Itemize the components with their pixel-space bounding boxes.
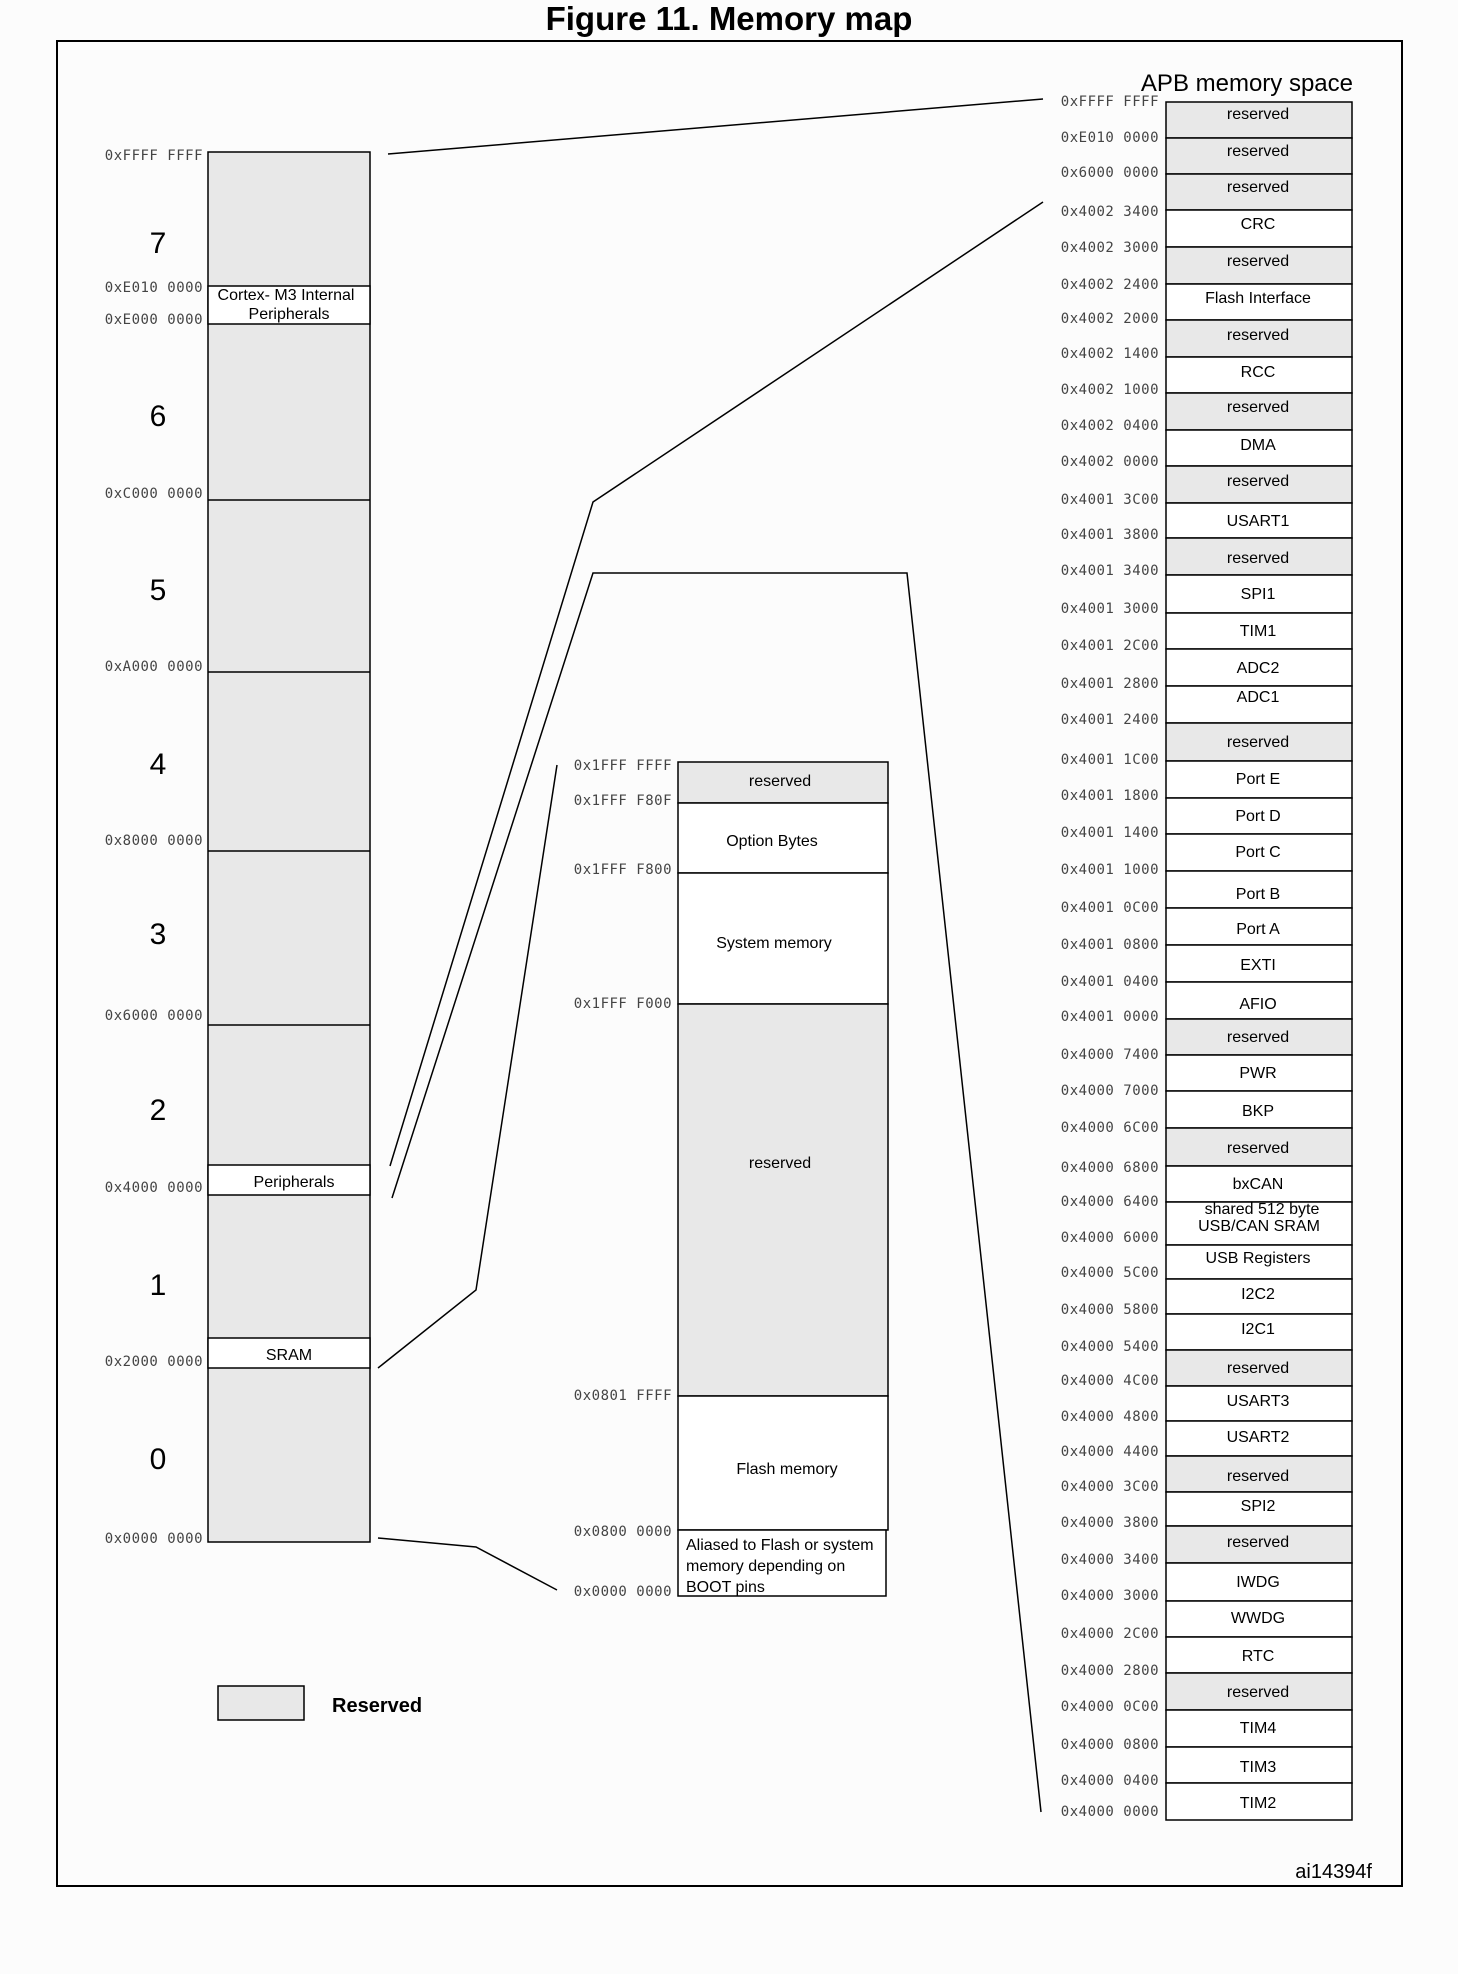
apb-block-label: PWR [1239,1065,1277,1082]
alias-line-3: BOOT pins [686,1579,765,1596]
code-block [678,1004,888,1396]
apb-block-label: USB/CAN SRAM [1198,1218,1320,1235]
legend-swatch [218,1686,304,1720]
code-address-label: 0x1FFF F80F [573,793,672,809]
apb-address-label: 0x4001 0400 [1060,974,1159,990]
apb-address-label: 0x4001 2C00 [1060,638,1159,654]
region-number: 1 [149,1269,167,1302]
apb-address-label: 0xFFFF FFFF [1060,94,1159,110]
code-address-label: 0x0000 0000 [573,1584,672,1600]
apb-address-label: 0x4001 1400 [1060,825,1159,841]
apb-title: APB memory space [1140,70,1353,97]
apb-block-label: USART1 [1226,513,1290,530]
region-numbers [150,227,167,1476]
apb-address-label: 0x4001 0800 [1060,937,1159,953]
apb-address-label: 0x4000 0400 [1060,1773,1159,1789]
apb-block-label: reserved [1226,1468,1290,1485]
apb-address-label: 0x4000 5C00 [1060,1265,1159,1281]
apb-block-label: USART2 [1226,1429,1290,1446]
main-address-label: 0x0000 0000 [104,1531,203,1547]
apb-block-label: reserved [1226,734,1290,751]
code-block-label: reserved [748,1155,812,1172]
apb-block-label: CRC [1240,216,1276,233]
figure-title: Figure 11. Memory map [545,0,913,37]
region-number: 4 [149,748,167,781]
apb-block-label: TIM2 [1239,1795,1277,1812]
code-block-label: System memory [716,935,832,952]
legend [218,1686,422,1720]
apb-block-label: TIM3 [1239,1759,1277,1776]
main-address-label: 0x6000 0000 [104,1008,203,1024]
code-blocks [678,762,888,1530]
apb-address-label: 0x4001 3400 [1060,563,1159,579]
apb-block-label: WWDG [1230,1610,1286,1627]
code-block-label: reserved [748,773,812,790]
apb-block-label: I2C2 [1241,1286,1275,1303]
apb-block-label: shared 512 byte [1204,1201,1320,1218]
apb-block-label: Port B [1235,886,1281,903]
apb-address-label: 0x4000 4C00 [1060,1373,1159,1389]
apb-address-label: 0x4002 2000 [1060,311,1159,327]
apb-address-label: 0x4001 2800 [1060,676,1159,692]
apb-block-label: reserved [1226,473,1290,490]
apb-address-label: 0x4000 7000 [1060,1083,1159,1099]
apb-address-label: 0x4000 7400 [1060,1047,1159,1063]
apb-block-label: EXTI [1240,957,1276,974]
sram-label: SRAM [265,1347,313,1364]
apb-address-label: 0x4000 2800 [1060,1663,1159,1679]
apb-block-label: reserved [1226,106,1290,123]
apb-address-label: 0x4002 3400 [1060,204,1159,220]
main-address-label: 0x4000 0000 [104,1180,203,1196]
legend-label: Reserved [332,1695,423,1717]
apb-addresses [1061,94,1159,1820]
apb-address-label: 0x4002 0400 [1060,418,1159,434]
region-number: 6 [149,400,167,433]
apb-address-label: 0x4002 2400 [1060,277,1159,293]
main-map-background [208,152,370,1542]
apb-map [1061,70,1353,1820]
apb-address-label: 0x4001 0C00 [1060,900,1159,916]
apb-address-label: 0x4001 0000 [1060,1009,1159,1025]
main-address-label: 0x8000 0000 [104,833,203,849]
apb-address-label: 0x4001 1C00 [1060,752,1159,768]
apb-address-label: 0x4000 6000 [1060,1230,1159,1246]
code-address-label: 0x0801 FFFF [573,1388,672,1404]
apb-address-label: 0x6000 0000 [1060,165,1159,181]
apb-block-label: Port D [1235,808,1281,825]
main-addresses [105,148,203,1547]
apb-block-label: reserved [1226,1684,1290,1701]
apb-block-label: AFIO [1239,996,1277,1013]
apb-block-label: reserved [1226,550,1290,567]
apb-address-label: 0x4002 1400 [1060,346,1159,362]
region-number: 0 [149,1443,167,1476]
apb-block-label: reserved [1226,253,1290,270]
apb-address-label: 0x4000 0C00 [1060,1699,1159,1715]
apb-block-label: ADC1 [1236,689,1280,706]
code-block-label: Option Bytes [726,833,818,850]
apb-block-label: SPI1 [1240,586,1276,603]
apb-block-label: I2C1 [1241,1321,1275,1338]
apb-address-label: 0x4001 1800 [1060,788,1159,804]
alias-line-2: memory depending on [686,1558,846,1575]
code-address-label: 0x1FFF FFFF [573,758,672,774]
apb-block-label: Port C [1235,844,1281,861]
apb-block-label: IWDG [1236,1574,1280,1591]
code-block-label: Flash memory [736,1461,838,1478]
main-address-label: 0xE000 0000 [104,312,203,328]
apb-block-label: ADC2 [1236,660,1280,677]
cortex-label-line2: Peripherals [248,306,330,323]
apb-address-label: 0x4000 0800 [1060,1737,1159,1753]
region-number: 2 [149,1094,167,1127]
apb-address-label: 0x4000 4400 [1060,1444,1159,1460]
region-number: 5 [149,574,167,607]
code-address-label: 0x1FFF F800 [573,862,672,878]
apb-block-label: reserved [1226,327,1290,344]
apb-block-label: TIM1 [1239,623,1277,640]
apb-block-label: Flash Interface [1205,290,1311,307]
apb-block-label: TIM4 [1239,1720,1277,1737]
apb-block-label: SPI2 [1240,1498,1276,1515]
apb-address-label: 0x4000 6800 [1060,1160,1159,1176]
apb-address-label: 0x4000 6400 [1060,1194,1159,1210]
code-addresses [574,758,672,1600]
apb-block-label: reserved [1226,179,1290,196]
apb-block-label: Port A [1236,921,1280,938]
apb-address-label: 0x4001 1000 [1060,862,1159,878]
apb-block-label: RTC [1241,1648,1275,1665]
apb-address-label: 0x4000 0000 [1060,1804,1159,1820]
apb-address-label: 0x4000 4800 [1060,1409,1159,1425]
region-number: 3 [149,918,167,951]
apb-address-label: 0x4000 3800 [1060,1515,1159,1531]
apb-address-label: 0x4001 2400 [1060,712,1159,728]
apb-block-label: DMA [1240,437,1276,454]
main-address-label: 0xA000 0000 [104,659,203,675]
cortex-label-line1: Cortex- M3 Internal [217,287,355,304]
apb-block-label: bxCAN [1232,1176,1284,1193]
apb-block-label: reserved [1226,143,1290,160]
code-address-label: 0x0800 0000 [573,1524,672,1540]
connector-code-bottom [378,1538,557,1590]
main-address-label: 0xE010 0000 [104,280,203,296]
apb-block-label: Port E [1235,771,1281,788]
main-map [105,148,370,1547]
apb-address-label: 0x4001 3C00 [1060,492,1159,508]
apb-address-label: 0x4000 3000 [1060,1588,1159,1604]
apb-address-label: 0x4000 6C00 [1060,1120,1159,1136]
apb-address-label: 0x4000 2C00 [1060,1626,1159,1642]
apb-address-label: 0x4000 5800 [1060,1302,1159,1318]
apb-block-label: USART3 [1226,1393,1290,1410]
code-address-label: 0x1FFF F000 [573,996,672,1012]
alias-line-1: Aliased to Flash or system [686,1537,874,1554]
apb-address-label: 0x4000 3C00 [1060,1479,1159,1495]
peripherals-label: Peripherals [253,1174,335,1191]
apb-block-label: RCC [1240,364,1276,381]
apb-address-label: 0xE010 0000 [1060,130,1159,146]
apb-address-label: 0x4002 1000 [1060,382,1159,398]
apb-blocks [1166,102,1352,1820]
apb-block-label: reserved [1226,1029,1290,1046]
figure-id: ai14394f [1295,1861,1372,1883]
region-number: 7 [149,227,167,260]
connector-code-top [378,765,557,1368]
apb-block-label: reserved [1226,399,1290,416]
apb-block-label: BKP [1241,1103,1275,1120]
apb-address-label: 0x4001 3000 [1060,601,1159,617]
apb-block-label: reserved [1226,1140,1290,1157]
main-address-label: 0x2000 0000 [104,1354,203,1370]
connector-top [388,99,1043,154]
apb-address-label: 0x4001 3800 [1060,527,1159,543]
main-address-label: 0xFFFF FFFF [104,148,203,164]
apb-address-label: 0x4002 0000 [1060,454,1159,470]
apb-block-label: USB Registers [1205,1250,1311,1267]
apb-block-label: reserved [1226,1360,1290,1377]
main-address-label: 0xC000 0000 [104,486,203,502]
apb-address-label: 0x4000 3400 [1060,1552,1159,1568]
code-map [574,758,888,1600]
apb-block-label: reserved [1226,1534,1290,1551]
apb-address-label: 0x4002 3000 [1060,240,1159,256]
apb-address-label: 0x4000 5400 [1060,1339,1159,1355]
